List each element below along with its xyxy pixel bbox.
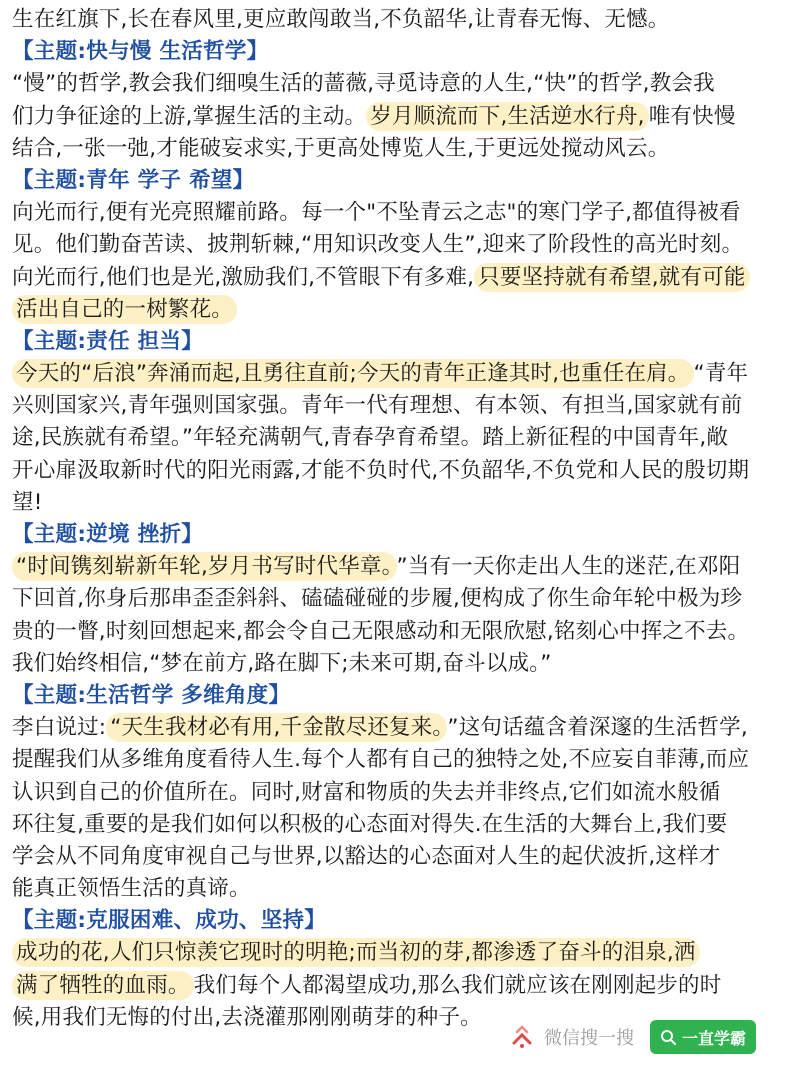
text-line: 学会从不同角度审视自己与世界,以豁达的心态面对人生的起伏波折,这样才 [12, 843, 721, 869]
text-line: 望! [12, 489, 43, 515]
text-line: 途,民族就有希望。”年轻充满朝气,青春孕育希望。踏上新征程的中国青年,敞 [12, 425, 729, 451]
section-heading-life-philosophy: 【主题:生活哲学 多维角度】 [12, 682, 291, 708]
text-line: 结合,一张一弛,才能破妄求实,于更高处博览人生,于更远处搅动风云。 [12, 135, 670, 161]
section-heading-youth: 【主题:青年 学子 希望】 [12, 167, 255, 193]
account-badge[interactable] [650, 1020, 756, 1054]
highlighted-quote: 今天的“后浪”奔涌而起,且勇往直前;今天的青年正逢其时,也重任在肩。 [12, 359, 694, 388]
text-line [12, 970, 788, 1002]
text-line: 候,用我们无悔的付出,去浇灌那刚刚萌芽的种子。 [12, 1004, 482, 1030]
text-line: 提醒我们从多维角度看待人生.每个人都有自己的独特之处,不应妄自菲薄,而应 [12, 747, 750, 773]
watermark-label [500, 1017, 642, 1057]
text-span: 们力争征途的上游,掌握生活的主动。 [12, 103, 367, 129]
text-line [12, 262, 788, 294]
text-line: 兴则国家兴,青年强则国家强。青年一代有理想、有本领、有担当,国家就有前 [12, 393, 743, 419]
section-heading-responsibility: 【主题:责任 担当】 [12, 328, 204, 354]
section-heading-adversity: 【主题:逆境 挫折】 [12, 522, 204, 547]
text-line [12, 358, 788, 390]
highlighted-quote: “天生我材必有用,千金散尽还复来。 [106, 713, 447, 742]
text-span: “青年 [693, 361, 749, 387]
section-heading-success: 【主题:克服困难、成功、坚持】 [12, 908, 327, 934]
highlighted-quote: 满了牺牲的血雨。 [12, 971, 194, 1000]
text-span: 我们每个人都渴望成功,那么我们就应该在刚刚起步的时 [193, 972, 722, 998]
text-line: 生在红旗下,长在春风里,更应敢闯敢当,不负韶华,让青春无悔、无憾。 [12, 7, 670, 32]
text-span: 李白说过: [12, 715, 107, 741]
text-span: 向光而行,他们也是光,激励我们,不管眼下有多难, [12, 264, 475, 290]
text-line [12, 294, 788, 326]
search-icon [660, 1029, 676, 1045]
text-line: 我们始终相信,“梦在前方,路在脚下;未来可期,奋斗以成。” [12, 650, 552, 676]
text-line: 能真正领悟生活的真谛。 [12, 876, 251, 902]
text-line [12, 551, 788, 583]
text-line [12, 937, 788, 969]
text-span: 唯有快慢 [648, 103, 736, 129]
text-line: 下回首,你身后那串歪歪斜斜、磕磕碰碰的步履,便构成了你生命年轮中极为珍 [12, 586, 743, 612]
text-line: 贵的一瞥,时刻回想起来,都会令自己无限感动和无限欣慰,铭刻心中挥之不去。 [12, 618, 750, 644]
text-span: ”这句话蕴含着深邃的生活哲学, [447, 715, 748, 741]
text-line [12, 712, 788, 744]
text-line: 环往复,重要的是我们如何以积极的心态面对得失.在生活的大舞台上,我们要 [12, 811, 728, 837]
text-line: “慢”的哲学,教会我们细嗅生活的蔷薇,寻觅诗意的人生,“快”的哲学,教会我 [12, 71, 715, 97]
sogou-spark-icon [508, 1023, 536, 1051]
text-line [12, 101, 788, 133]
highlighted-quote: 只要坚持就有希望,就有可能 [474, 263, 749, 292]
text-line: 开心扉汲取新时代的阳光雨露,才能不负时代,不负韶华,不负党和人民的殷切期 [12, 457, 750, 483]
watermark-text: 微信搜一搜 [544, 1028, 634, 1049]
account-name: 一直学霸 [682, 1028, 747, 1048]
text-line: 见。他们勤奋苦读、披荆斩棘,“用知识改变人生”,迎来了阶段性的高光时刻。 [12, 232, 744, 258]
text-line: 向光而行,便有光亮照耀前路。每一个"不坠青云之志"的寒门学子,都值得被看 [12, 200, 741, 226]
text-line: 认识到自己的价值所在。同时,财富和物质的失去并非终点,它们如流水般循 [12, 779, 721, 805]
section-heading-fast-slow: 【主题:快与慢 生活哲学】 [12, 39, 269, 65]
text-span: ”当有一天你走出人生的迷茫,在邓阳 [396, 554, 741, 580]
highlighted-quote: 成功的花,人们只惊羡它现时的明艳;而当初的芽,都渗透了奋斗的泪泉,洒 [12, 938, 700, 967]
highlighted-quote: 活出自己的一树繁花。 [12, 295, 237, 324]
highlighted-quote: 岁月顺流而下,生活逆水行舟, [366, 102, 648, 131]
highlighted-quote: “时间镌刻崭新年轮,岁月书写时代华章。 [12, 552, 397, 581]
wechat-search-watermark [500, 1015, 800, 1059]
